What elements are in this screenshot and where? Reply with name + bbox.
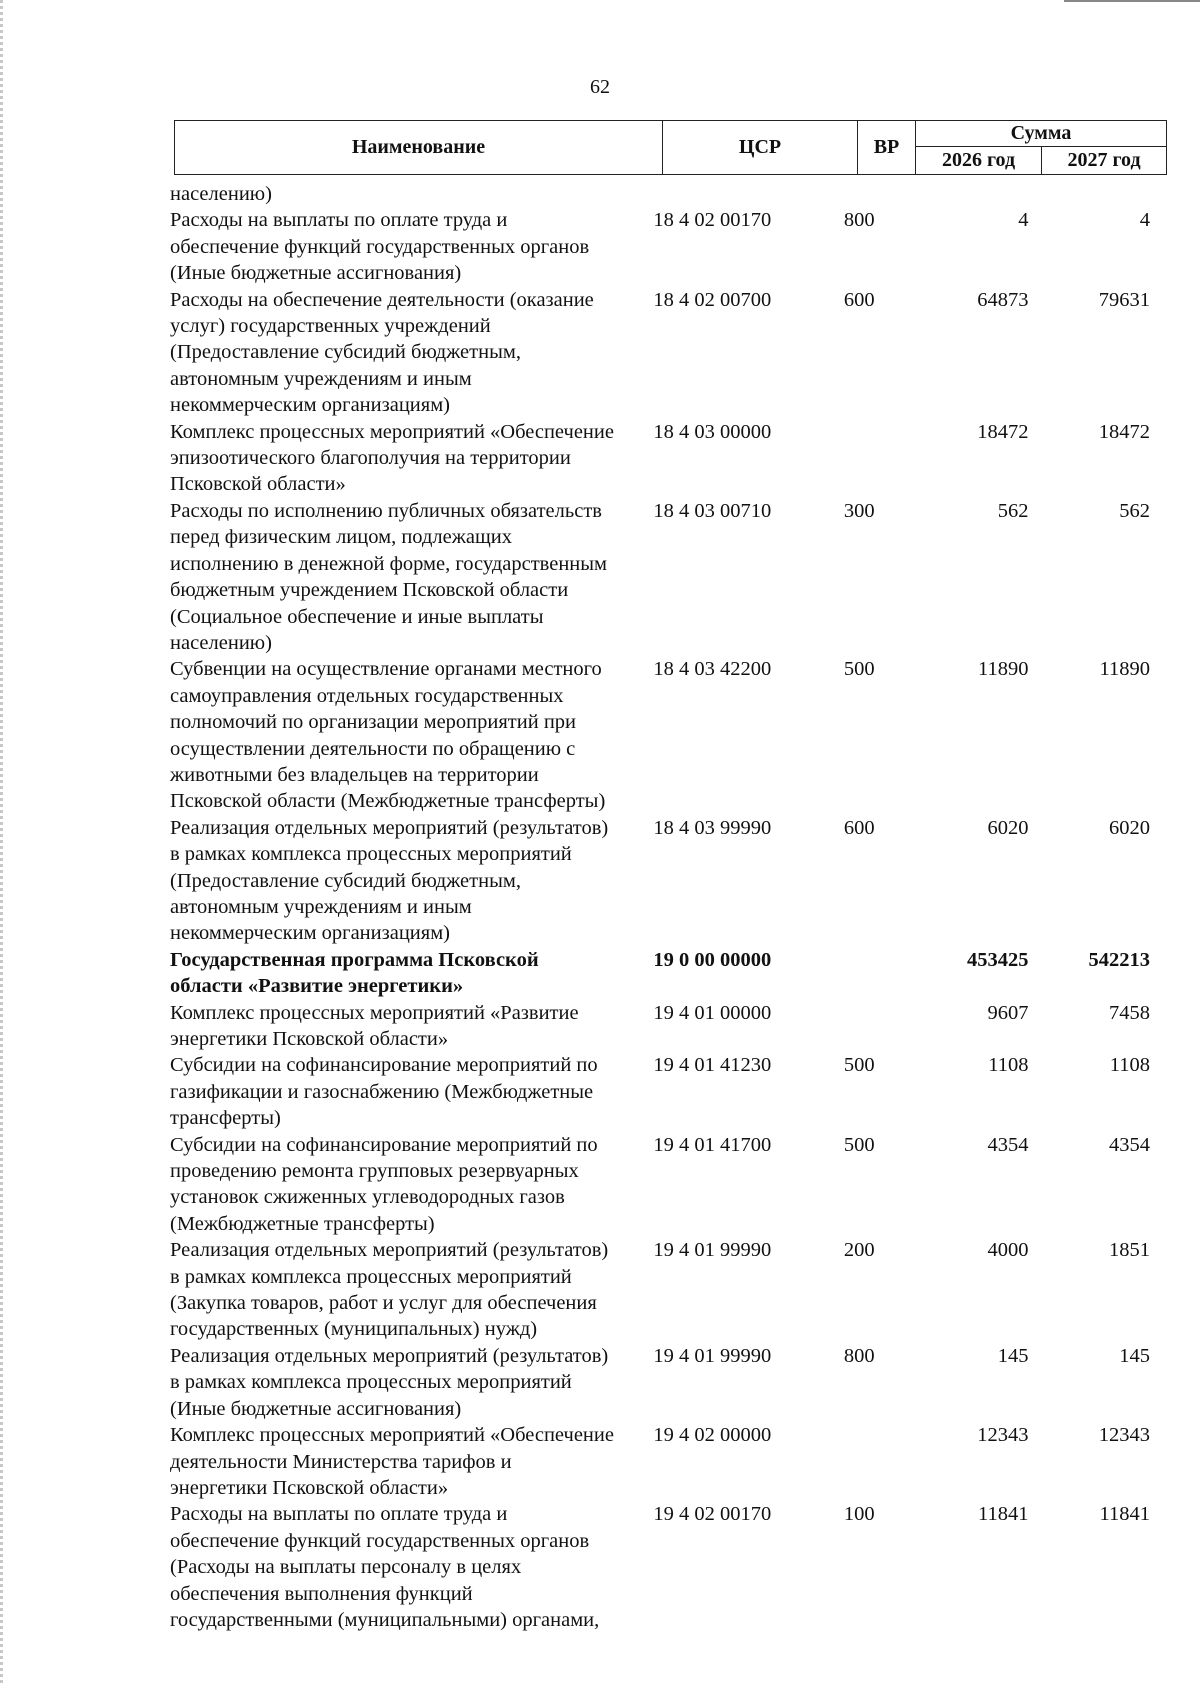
row-name-line: (Предоставление субсидий бюджетным, — [170, 341, 521, 364]
row-name-line: обеспечения выполнения функций — [170, 1582, 473, 1605]
row-name-line: бюджетным учреждением Псковской области — [170, 579, 569, 602]
row-name-line: самоуправления отдельных государственных — [170, 684, 564, 707]
row-name-line: области «Развитие энергетики» — [170, 975, 464, 998]
row-sum-2026: 11841 — [978, 1503, 1029, 1526]
row-name-line: Псковской области» — [170, 473, 346, 496]
row-sum-2027: 1851 — [1108, 1239, 1150, 1262]
table-row — [170, 1132, 1150, 1238]
row-name — [170, 181, 651, 207]
row-csr: 19 4 02 00170 — [653, 1503, 772, 1526]
row-name-line: Комплекс процессных мероприятий «Обеспечение — [170, 420, 614, 443]
row-csr: 18 4 02 00170 — [653, 209, 772, 232]
row-sum-2027: 562 — [1119, 499, 1150, 522]
table-row — [170, 1000, 1150, 1053]
row-csr: 19 4 01 41230 — [653, 1054, 772, 1077]
scan-top-mark — [1064, 0, 1200, 2]
row-name-line: (Закупка товаров, работ и услуг для обеспечения — [170, 1292, 597, 1315]
row-name-line: Реализация отдельных мероприятий (результатов) — [170, 1239, 609, 1262]
row-vr: 100 — [843, 1503, 875, 1526]
row-name-line: Псковской области (Межбюджетные трансферты) — [170, 790, 606, 813]
table-row — [170, 1343, 1150, 1422]
row-name — [170, 1501, 651, 1633]
row-name-line: государственными (муниципальными) органами, — [170, 1608, 600, 1631]
row-name-line: услуг) государственных учреждений — [170, 315, 491, 338]
table-row — [170, 181, 1150, 207]
row-name-line: животными без владельцев на территории — [170, 763, 539, 786]
row-name-line: Комплекс процессных мероприятий «Обеспечение — [170, 1424, 614, 1447]
row-name-line: Государственная программа Псковской — [170, 948, 539, 971]
row-sum-2027: 4 — [1139, 209, 1150, 232]
row-name — [170, 207, 651, 286]
budget-table-body — [170, 181, 1150, 1633]
row-sum-2026: 11890 — [978, 658, 1029, 681]
row-name-line: эпизоотического благополучия на территории — [170, 447, 571, 470]
row-name-line: некоммерческим организациям) — [170, 922, 450, 945]
header-name: Наименование — [175, 121, 663, 175]
scan-edge — [0, 0, 3, 1686]
row-name — [170, 815, 651, 947]
row-name-line: деятельности Министерства тарифов и — [170, 1450, 512, 1473]
row-sum-2026: 4354 — [987, 1133, 1029, 1156]
row-name-line: обеспечение функций государственных органов — [170, 1529, 590, 1552]
row-name — [170, 1052, 651, 1131]
row-name-line: населению) — [170, 631, 272, 654]
row-vr: 500 — [843, 1054, 875, 1077]
row-sum-2026: 6020 — [987, 816, 1029, 839]
row-sum-2026: 12343 — [977, 1424, 1029, 1447]
row-sum-2027: 7458 — [1108, 1001, 1150, 1024]
row-sum-2027: 145 — [1119, 1344, 1150, 1367]
row-sum-2027: 542213 — [1088, 948, 1150, 971]
table-row — [170, 815, 1150, 947]
row-name — [170, 947, 651, 1000]
header-year-2026: 2026 год — [916, 147, 1042, 175]
row-name-line: (Предоставление субсидий бюджетным, — [170, 869, 521, 892]
row-name-line: полномочий по организации мероприятий при — [170, 711, 577, 734]
row-sum-2026: 1108 — [988, 1054, 1029, 1077]
row-name-line: (Межбюджетные трансферты) — [170, 1212, 435, 1235]
row-name-line: Комплекс процессных мероприятий «Развитие — [170, 1001, 579, 1024]
row-name — [170, 498, 651, 656]
row-name-line: в рамках комплекса процессных мероприятий — [170, 1371, 572, 1394]
table-row — [170, 1501, 1150, 1633]
table-row — [170, 1052, 1150, 1131]
row-name-line: установок сжиженных углеводородных газов — [170, 1186, 565, 1209]
row-name-line: Расходы по исполнению публичных обязательств — [170, 499, 602, 522]
row-name-line: обеспечение функций государственных органов — [170, 235, 590, 258]
row-name-line: в рамках комплекса процессных мероприятий — [170, 843, 572, 866]
row-sum-2027: 11890 — [1099, 658, 1150, 681]
row-vr: 600 — [843, 816, 875, 839]
row-csr: 18 4 03 42200 — [653, 658, 772, 681]
row-name-line: (Социальное обеспечение и иные выплаты — [170, 605, 544, 628]
row-name — [170, 1132, 651, 1238]
row-csr: 18 4 03 00000 — [653, 420, 772, 443]
row-sum-2026: 64873 — [977, 288, 1029, 311]
row-sum-2026: 4000 — [987, 1239, 1029, 1262]
table-row — [170, 419, 1150, 498]
row-name — [170, 1343, 651, 1422]
row-name-line: (Иные бюджетные ассигнования) — [170, 262, 462, 285]
row-name — [170, 1422, 651, 1501]
row-name-line: автономным учреждениям и иным — [170, 895, 472, 918]
row-vr: 500 — [843, 658, 875, 681]
row-name-line: государственных (муниципальных) нужд) — [170, 1318, 538, 1341]
header-csr: ЦСР — [663, 121, 858, 175]
row-name-line: Субвенции на осуществление органами местного — [170, 658, 602, 681]
row-name-line: (Иные бюджетные ассигнования) — [170, 1397, 462, 1420]
row-name — [170, 419, 651, 498]
row-name-line: Расходы на выплаты по оплате труда и — [170, 209, 508, 232]
row-sum-2027: 1108 — [1109, 1054, 1150, 1077]
row-name-line: энергетики Псковской области» — [170, 1476, 449, 1499]
row-name — [170, 1000, 651, 1053]
row-csr: 18 4 03 99990 — [653, 816, 772, 839]
row-name-line: газификации и газоснабжению (Межбюджетные — [170, 1080, 594, 1103]
table-row — [170, 207, 1150, 286]
row-sum-2027: 4354 — [1108, 1133, 1150, 1156]
row-name — [170, 287, 651, 419]
row-sum-2027: 12343 — [1098, 1424, 1150, 1447]
row-sum-2027: 18472 — [1098, 420, 1150, 443]
row-csr: 18 4 03 00710 — [653, 499, 772, 522]
row-name-line: Расходы на обеспечение деятельности (оказание — [170, 288, 594, 311]
row-sum-2026: 453425 — [967, 948, 1029, 971]
row-vr: 800 — [843, 1344, 875, 1367]
row-name — [170, 1237, 651, 1343]
table-row — [170, 947, 1150, 1000]
row-csr: 19 4 01 00000 — [653, 1001, 772, 1024]
row-sum-2026: 145 — [997, 1344, 1029, 1367]
row-sum-2026: 562 — [997, 499, 1029, 522]
row-name — [170, 656, 651, 814]
row-csr: 18 4 02 00700 — [653, 288, 772, 311]
row-name-line: Реализация отдельных мероприятий (результатов) — [170, 816, 609, 839]
row-name-line: трансферты) — [170, 1107, 281, 1130]
row-csr: 19 4 02 00000 — [653, 1424, 772, 1447]
table-row — [170, 287, 1150, 419]
row-vr: 300 — [843, 499, 875, 522]
row-name-line: Субсидии на софинансирование мероприятий по — [170, 1133, 598, 1156]
row-name-line: проведению ремонта групповых резервуарных — [170, 1160, 579, 1183]
row-sum-2026: 9607 — [987, 1001, 1029, 1024]
table-header — [174, 120, 1167, 175]
table-row — [170, 656, 1150, 814]
table-row — [170, 498, 1150, 656]
row-vr: 800 — [843, 209, 875, 232]
table-row — [170, 1422, 1150, 1501]
row-vr: 600 — [843, 288, 875, 311]
row-csr: 19 0 00 00000 — [653, 948, 772, 971]
row-name-line: Расходы на выплаты по оплате труда и — [170, 1503, 508, 1526]
row-sum-2026: 4 — [1018, 209, 1029, 232]
row-sum-2027: 11841 — [1099, 1503, 1150, 1526]
row-name-line: (Расходы на выплаты персоналу в целях — [170, 1556, 522, 1579]
row-sum-2027: 79631 — [1098, 288, 1150, 311]
row-name-line: осуществлении деятельности по обращению с — [170, 737, 576, 760]
row-name-line: перед физическим лицом, подлежащих — [170, 526, 512, 549]
row-sum-2026: 18472 — [977, 420, 1029, 443]
table-row — [170, 1237, 1150, 1343]
row-vr: 200 — [843, 1239, 875, 1262]
row-name-line: энергетики Псковской области» — [170, 1028, 449, 1050]
row-name-line: населению) — [170, 183, 272, 205]
row-csr: 19 4 01 41700 — [653, 1133, 772, 1156]
row-sum-2027: 6020 — [1108, 816, 1150, 839]
row-name-line: Субсидии на софинансирование мероприятий по — [170, 1054, 598, 1077]
row-name-line: автономным учреждениям и иным — [170, 367, 472, 390]
row-name-line: Реализация отдельных мероприятий (результатов) — [170, 1344, 609, 1367]
row-vr: 500 — [843, 1133, 875, 1156]
header-year-2027: 2027 год — [1042, 147, 1167, 175]
row-csr: 19 4 01 99990 — [653, 1239, 772, 1262]
header-sum: Сумма — [916, 121, 1167, 147]
page-number: 62 — [590, 76, 610, 98]
row-name-line: исполнению в денежной форме, государственным — [170, 552, 608, 575]
header-vr: ВР — [858, 121, 916, 175]
row-csr: 19 4 01 99990 — [653, 1344, 772, 1367]
row-name-line: в рамках комплекса процессных мероприятий — [170, 1265, 572, 1288]
row-name-line: некоммерческим организациям) — [170, 394, 450, 417]
